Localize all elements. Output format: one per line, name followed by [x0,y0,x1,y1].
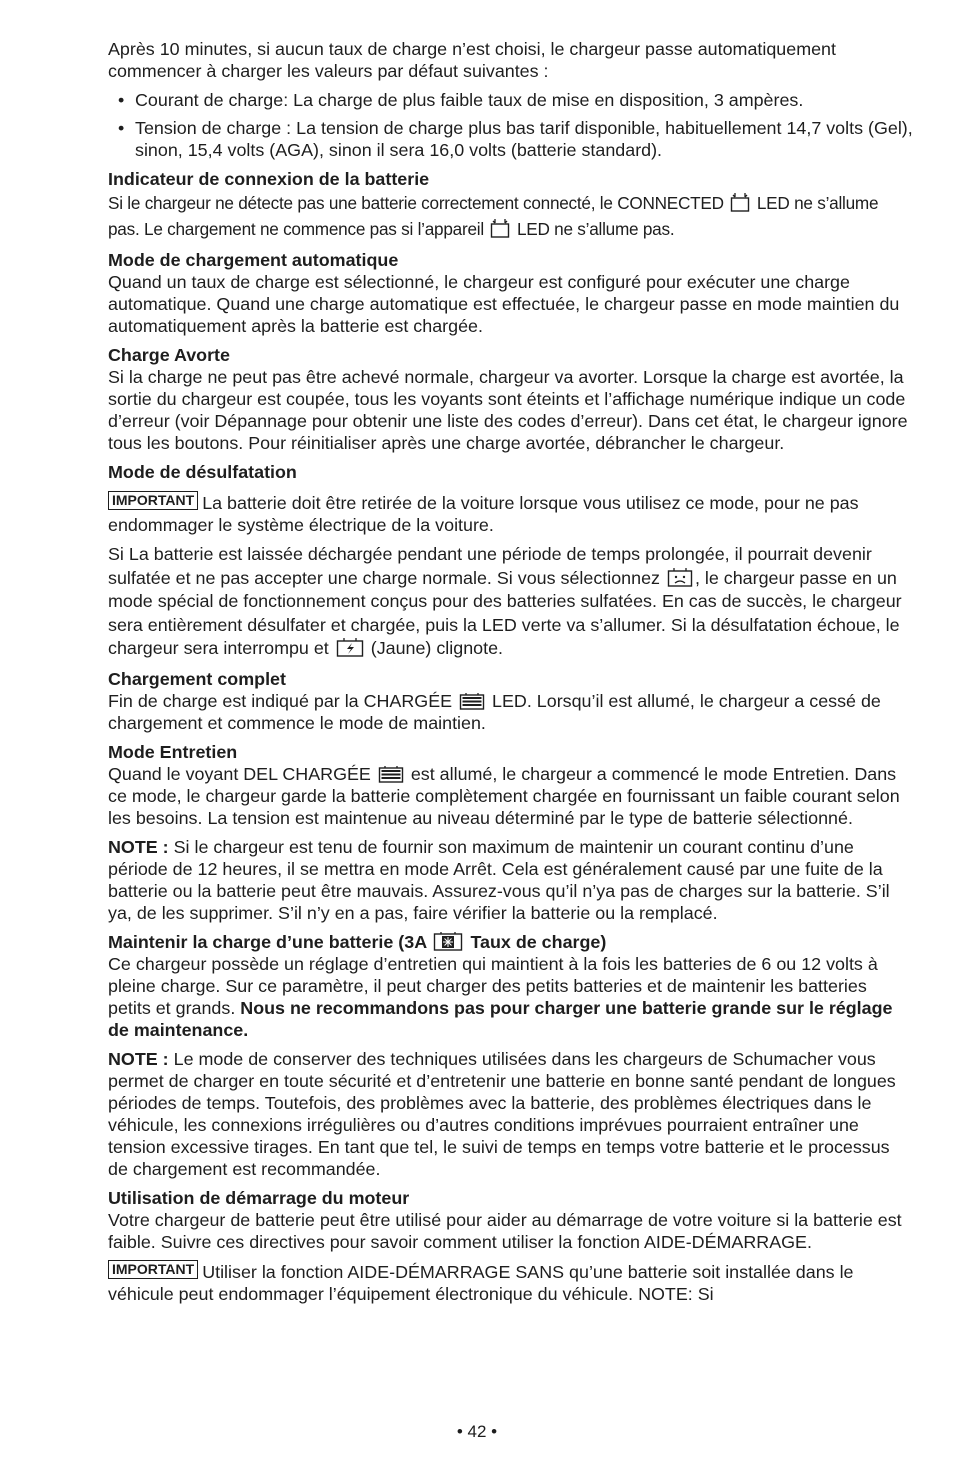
entretien-paragraph [108,763,914,829]
page-number: • 42 • [456,1422,498,1441]
maintenir-heading-b: Taux de charge) [470,931,607,952]
entretien-text-1: Quand le voyant DEL CHARGÉE [108,763,371,784]
maintenir-heading-a: Maintenir la charge d’une batterie (3A [108,931,427,952]
maintenir-text: Ce chargeur possède un réglage d’entretien qui maintient à la fois les batteries de 6 ou 12 volts à pleine charge. Sur ce paramètre, il peut charger des petits batteries et de maintenir les batteries petits et grands. [108,953,878,1018]
connexion-paragraph [108,190,914,242]
demarrage-important-paragraph [108,1260,914,1305]
battery-connected-icon [490,218,510,238]
section-heading-maintenir [108,931,914,953]
desulf-text-1: Si La batterie est laissée déchargée pendant une période de temps prolongée, il pourrait devenir sulfatée et ne pas accepter une charge normale. Si vous sélectionnez [108,544,872,588]
important-badge: IMPORTANT [108,1260,198,1279]
avorte-paragraph: Si la charge ne peut pas être achevé normale, chargeur va avorter. Lorsque la charge est avortée, la sortie du chargeur est coupée, tous les voyants sont éteints et l’affichage numérique indique un code d’erreur (voir Dépannage pour obtenir une liste des codes d’erreur). Dans cet état, le chargeur ignore tous les boutons. Pour réinitialiser après une charge avortée, débrancher le chargeur. [108,367,908,453]
battery-sad-face-icon [667,567,693,587]
auto-paragraph: Quand un taux de charge est sélectionné, le chargeur est configuré pour exécuter une charge automatique. Quand une charge automatique est effectuée, le chargeur passe en mode maintien du automatiquement après la batterie est chargée. [108,272,900,336]
note-label: NOTE : [108,1048,169,1069]
list-item: • Courant de charge: La charge de plus faible taux de mise en disposition, 3 ampères. [108,89,914,111]
important-badge: IMPORTANT [108,491,198,510]
section-heading-connexion: Indicateur de connexion de la batterie [108,169,430,189]
entretien-text-2: est allumé, le chargeur a commencé le mode Entretien. Dans ce mode, le chargeur garde la batterie complètement chargée en fournissant un faible courant selon les besoins. La tension est maintenue au niveau déterminé par le type de batterie sélectionné. [108,763,900,828]
note-text: Si le chargeur est tenu de fournir son maximum de maintenir un courant continu d’une période de 12 heures, il se mettra en mode Arrêt. Cela est généralement causé par une fuite de la batterie ou la batterie peut être mauvais. Assurez-vous qu’il n’ya pas de charges sur la batterie. S’il ya, de les supprimer. S’il n’y en a pas, faire vérifier la batterie ou la remplacé. [108,836,890,923]
note-text: Le mode de conserver des techniques utilisées dans les chargeurs de Schumacher vous permet de charger en toute sécurité et d’entretenir une batterie en bonne santé pendant de longues périodes de temps. Toutefois, des problèmes avec la batterie, des problèmes électriques dans le véhicule, les connexions irrégulières ou d’autres conditions imprévues pourraient entraîner une tension excessive tirages. En tant que tel, le suivi de temps en temps votre batterie et le processus de chargement est recommandée. [108,1048,896,1179]
complet-text-2: LED. Lorsqu’il est allumé, le chargeur a cessé de chargement et commence le mode de maintien. [108,690,881,733]
battery-full-icon [378,765,404,783]
list-item: • Tension de charge : La tension de charge plus bas tarif disponible, habituellement 14,7 volts (Gel), sinon, 15,4 volts (AGA), sinon il sera 16,0 volts (batterie standard). [108,117,914,161]
default-values-list [108,89,914,161]
section-heading-complet: Chargement complet [108,668,286,689]
connexion-text-1: Si le chargeur ne détecte pas une batterie correctement connecté, le CONNECTED [108,193,724,213]
complet-paragraph [108,690,914,734]
desulf-paragraph [108,543,914,661]
section-heading-desulf: Mode de désulfatation [108,462,297,482]
desulf-text-3: (Jaune) clignote. [370,638,504,658]
battery-full-icon [459,692,485,710]
desulf-important-paragraph [108,491,914,536]
maintenir-note [108,1048,914,1180]
note-label: NOTE : [108,836,169,857]
connexion-text-2: LED ne s’allume pas. Le chargement ne commence pas si l’appareil [108,193,879,239]
connexion-text-3: LED ne s’allume pas. [516,219,675,239]
section-heading-auto: Mode de chargement automatique [108,250,399,270]
manual-page [108,38,914,1312]
desulf-important-text: La batterie doit être retirée de la voiture lorsque vous utilisez ce mode, pour ne pas endommager le système électrique de la voiture. [108,493,859,535]
section-heading-demarrage: Utilisation de démarrage du moteur [108,1187,410,1208]
maintenir-paragraph [108,953,914,1041]
desulf-text-2: , le chargeur passe en un mode spécial de fonctionnement conçus pour des batteries sulfatées. En cas de succès, le chargeur sera entièrement désulfater et chargée, puis la LED verte va s’allumer. Si la désulfatation échoue, le chargeur sera interrompu et [108,567,902,658]
battery-maintain-icon [433,931,463,951]
maintenir-bold-text: Nous ne recommandons pas pour charger une batterie grande sur le réglage de maintenance. [108,997,893,1040]
demarrage-important-text: Utiliser la fonction AIDE-DÉMARRAGE SANS qu’une batterie soit installée dans le véhicule peut endommager l’équipement électronique du véhicule. NOTE: Si [108,1261,854,1304]
complet-text-1: Fin de charge est indiqué par la CHARGÉE [108,690,453,711]
entretien-note [108,836,914,924]
demarrage-paragraph: Votre chargeur de batterie peut être utilisé pour aider au démarrage de votre voiture si la batterie est faible. Suivre ces directives pour savoir comment utiliser la fonction AIDE-DÉMARRAGE. [108,1209,902,1252]
section-heading-entretien: Mode Entretien [108,741,238,762]
section-heading-avorte: Charge Avorte [108,345,230,365]
battery-charging-bolt-icon [336,637,364,657]
battery-connected-icon [730,192,750,212]
intro-paragraph: Après 10 minutes, si aucun taux de charge n’est choisi, le chargeur passe automatiquement commencer à charger les valeurs par défaut suivantes : [108,39,836,81]
